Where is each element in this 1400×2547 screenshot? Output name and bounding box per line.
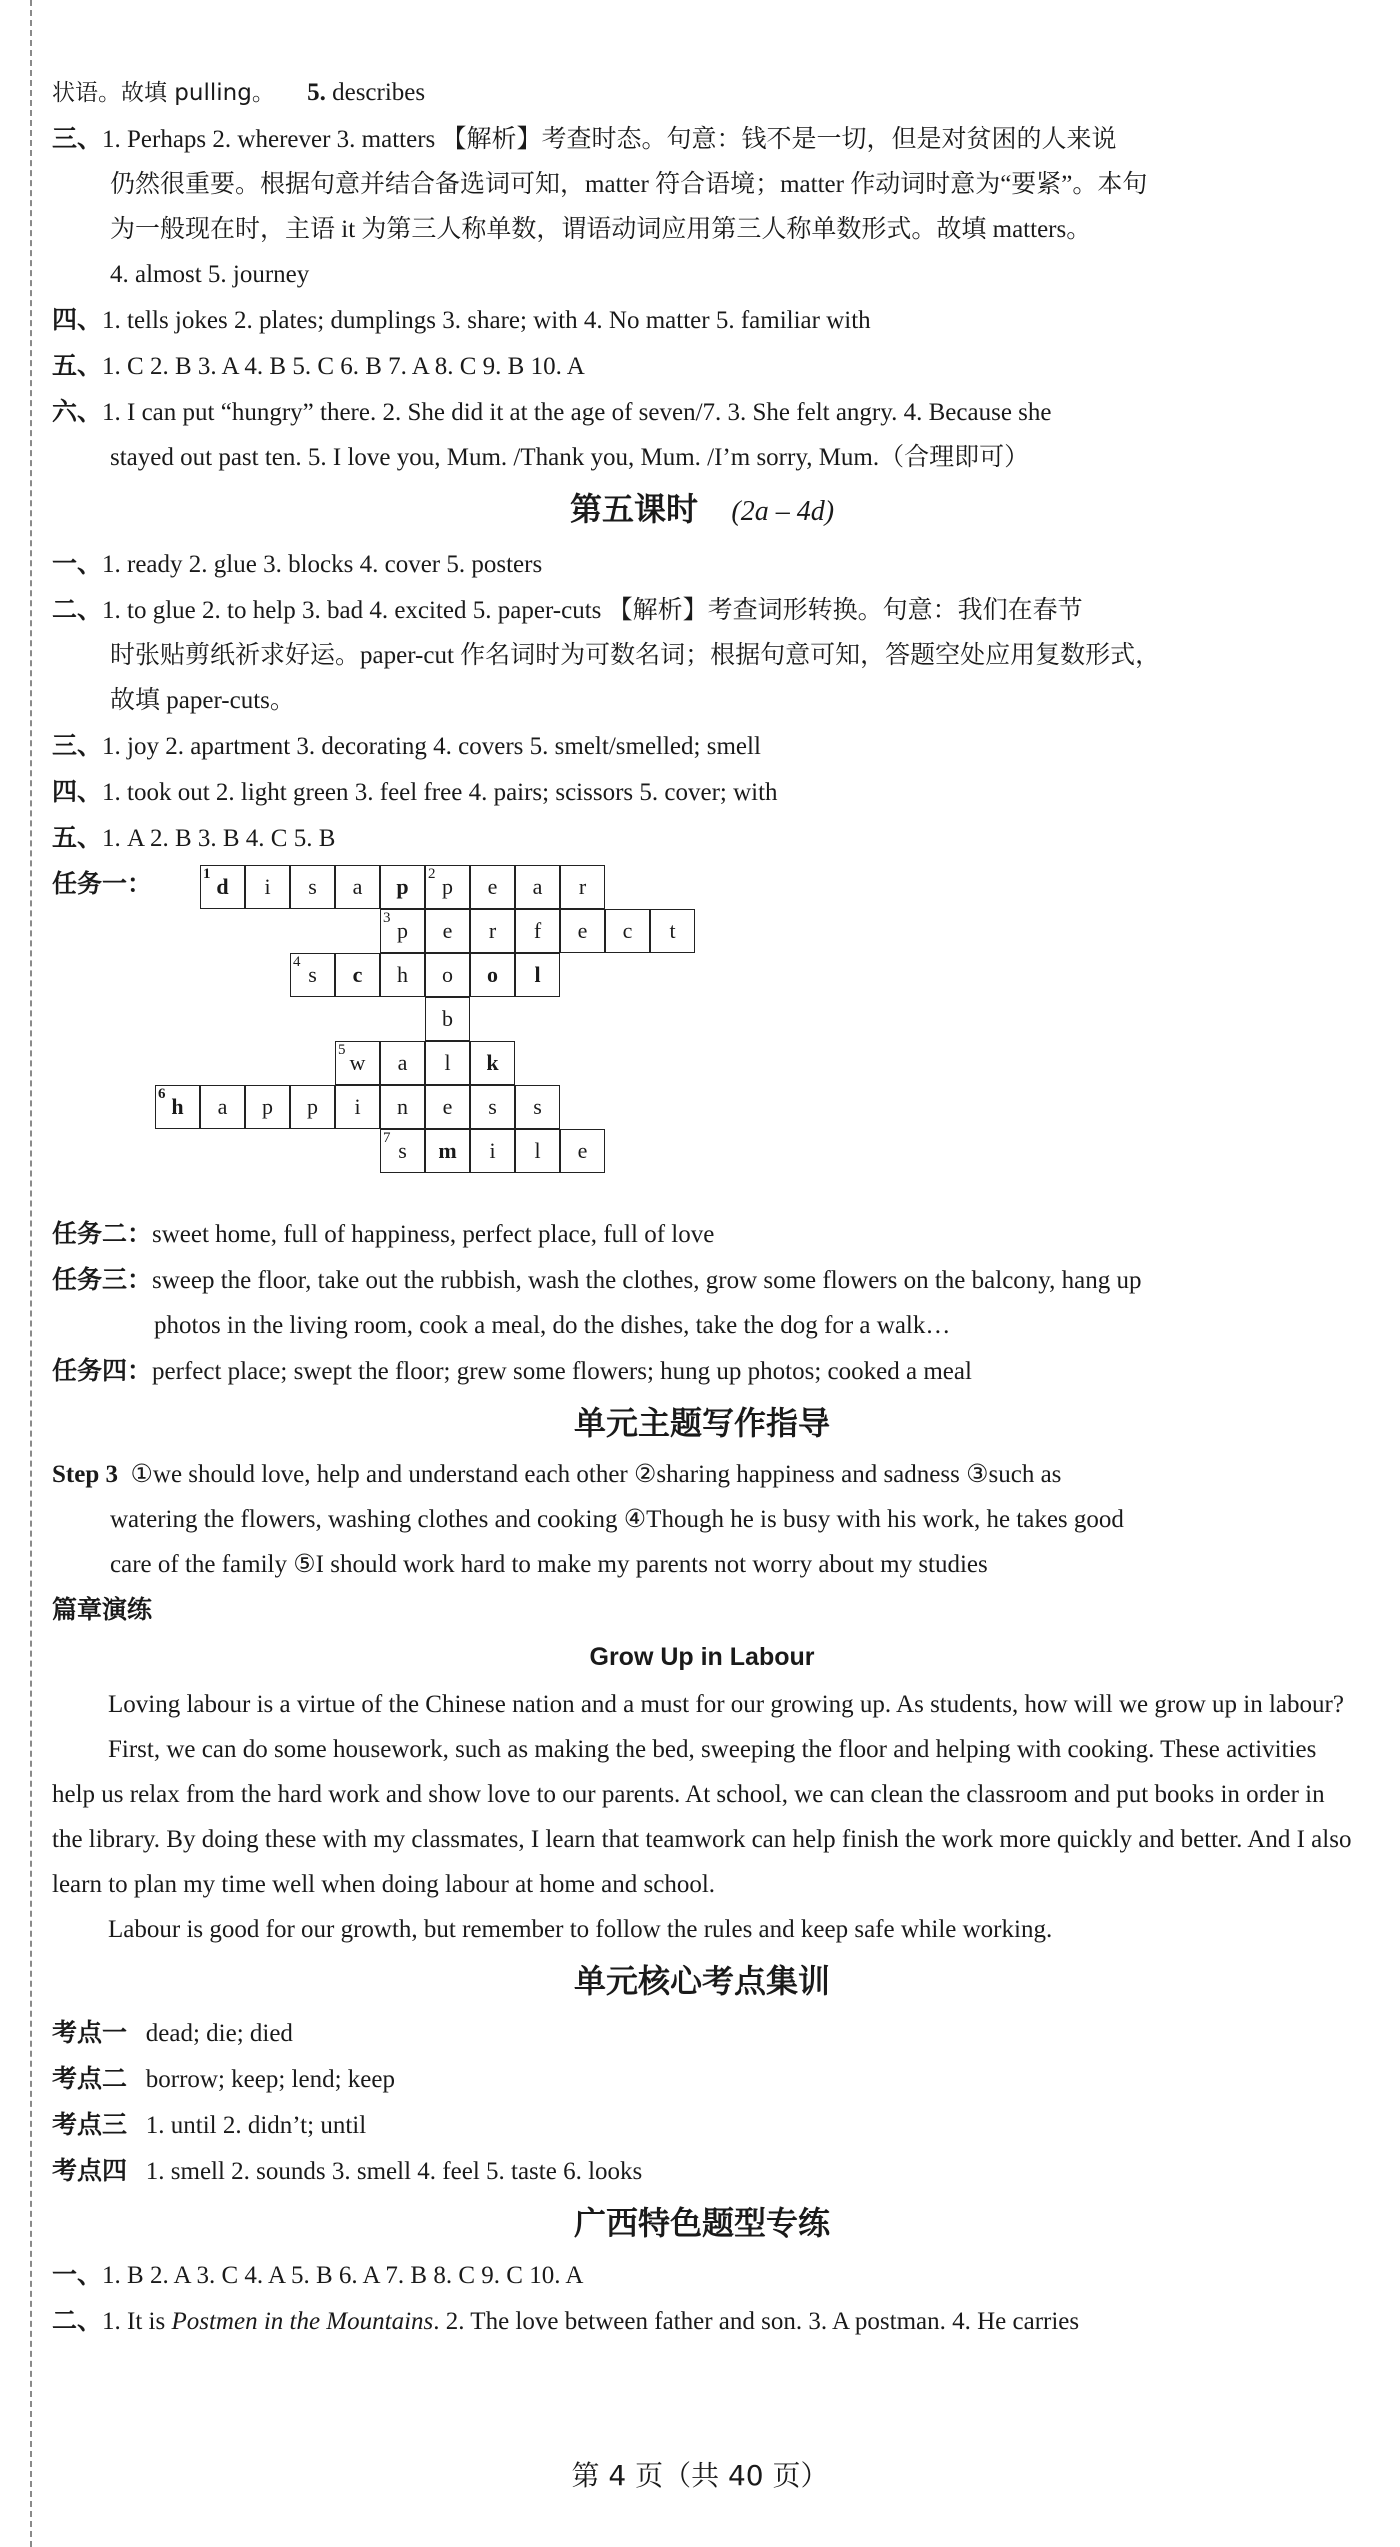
cw-cell: p bbox=[290, 1085, 335, 1129]
essay-paragraph-2: First, we can do some housework, such as making the bed, sweeping the floor and helping with cooking. These activities help us relax from the hard work and show love to our parents. At school, we can clean the classroom and put books in order in the library. By doing these with my classmates, I learn that teamwork can help finish the work more quickly and better. And I also learn to plan my time well when doing labour at home and school. bbox=[52, 1736, 1352, 1898]
core-point-4: 考点四 1. smell 2. sounds 3. smell 4. feel 5. taste 6. looks bbox=[52, 2156, 643, 2185]
section-3-line-1: 1. Perhaps 2. wherever 3. matters 【解析】考查时态。句意：钱不是一切，但是对贫困的人来说 bbox=[102, 126, 1117, 153]
practice-label: 篇章演练 bbox=[52, 1595, 153, 1624]
cw-cell: a bbox=[515, 865, 560, 909]
cw-cell: b bbox=[425, 997, 470, 1041]
cw-cell: i bbox=[335, 1085, 380, 1129]
step-3: Step 3 ①we should love, help and understand each other ②sharing happiness and sadness ③such as watering the flowers, washing clothes and cooking ④Though he is busy with his work, he takes good care of the family ⑤I should work hard to make my parents not worry about my studies bbox=[52, 1461, 1124, 1578]
task-4: 任务四：perfect place; swept the floor; grew some flowers; hung up photos; cooked a meal bbox=[52, 1356, 972, 1385]
section-6: 六、1. I can put “hungry” there. 2. She did it at the age of seven/7. 3. She felt angry. 4. Because she stayed out past ten. 5. I love you, Mum. /Thank you, Mum. /I’m sorry, Mum.（合理即可） bbox=[52, 389, 1352, 480]
cw-cell: i bbox=[470, 1129, 515, 1173]
essay-paragraph-3: Labour is good for our growth, but remember to follow the rules and keep safe while working. bbox=[108, 1916, 1053, 1943]
cw-cell: r bbox=[470, 909, 515, 953]
core-point-3: 考点三 1. until 2. didn’t; until bbox=[52, 2110, 367, 2139]
crossword-grid bbox=[158, 865, 760, 1195]
cw-cell: l bbox=[515, 953, 560, 997]
section-3: 三、1. Perhaps 2. wherever 3. matters 【解析】考查时态。句意：钱不是一切，但是对贫困的人来说 仍然很重要。根据句意并结合备选词可知，matter 符合语境；matter 作动词时意为“要紧”。本句 为一般现在时，主语 it 为第三人称单数，谓语动词应用第三人称单数形式。故填 matters。 4. almost 5. journey bbox=[52, 116, 1352, 297]
cw-cell: 3 p bbox=[380, 909, 425, 953]
section-3-line-2: 仍然很重要。根据句意并结合备选词可知，matter 符合语境；matter 作动词时意为“要紧”。本句 bbox=[110, 171, 1148, 198]
section-6-line-1: 1. I can put “hungry” there. 2. She did it at the age of seven/7. 3. She felt angry. 4. Because she bbox=[102, 399, 1052, 426]
cw-cell: e bbox=[560, 1129, 605, 1173]
cw-cell: o bbox=[470, 953, 515, 997]
core-point-1: 考点一 dead; die; died bbox=[52, 2018, 293, 2047]
answer-content bbox=[52, 70, 1352, 2344]
section-3-line-3: 为一般现在时，主语 it 为第三人称单数，谓语动词应用第三人称单数形式。故填 matters。 bbox=[110, 216, 1092, 243]
cw-cell: 2 p bbox=[425, 865, 470, 909]
lesson5-section-3: 三、1. joy 2. apartment 3. decorating 4. covers 5. smelt/smelled; smell bbox=[52, 731, 761, 760]
cw-cell: a bbox=[200, 1085, 245, 1129]
cw-cell: 7 s bbox=[380, 1129, 425, 1173]
cw-cell: s bbox=[515, 1085, 560, 1129]
cw-cell: f bbox=[515, 909, 560, 953]
page-footer: 第 4 页（共 40 页） bbox=[571, 2459, 829, 2492]
task-2: 任务二：sweet home, full of happiness, perfect place, full of love bbox=[52, 1219, 715, 1248]
lesson5-section-1: 一、1. ready 2. glue 3. blocks 4. cover 5. posters bbox=[52, 549, 543, 578]
task-1: 任务一： 1 d i s a p 2 p e a r 3 p e r f e c t 4 s c h o o l b 5 w a l k 6 h a p p i n e s s 7 s m i l e bbox=[52, 861, 1352, 1211]
cw-cell: e bbox=[470, 865, 515, 909]
cw-cell: h bbox=[380, 953, 425, 997]
section-6-line-2: stayed out past ten. 5. I love you, Mum. /Thank you, Mum. /I’m sorry, Mum.（合理即可） bbox=[110, 444, 1030, 471]
cw-cell: a bbox=[380, 1041, 425, 1085]
cw-cell: o bbox=[425, 953, 470, 997]
cw-cell: s bbox=[470, 1085, 515, 1129]
writing-heading: 单元主题写作指导 bbox=[573, 1404, 830, 1442]
task-3: 任务三：sweep the floor, take out the rubbish, wash the clothes, grow some flowers on the balcony, hang up photos in the living room, cook a meal, do the dishes, take the dog for a walk… bbox=[52, 1265, 1142, 1339]
section-4: 四、1. tells jokes 2. plates; dumplings 3. share; with 4. No matter 5. familiar with bbox=[52, 305, 871, 334]
cw-cell: k bbox=[470, 1041, 515, 1085]
cw-cell: c bbox=[335, 953, 380, 997]
cw-cell: c bbox=[605, 909, 650, 953]
carryover-line: 状语。故填 pulling。 5. describes bbox=[52, 79, 426, 106]
cw-cell: t bbox=[650, 909, 695, 953]
cw-cell: m bbox=[425, 1129, 470, 1173]
cw-cell: l bbox=[425, 1041, 470, 1085]
cw-cell: 4 s bbox=[290, 953, 335, 997]
cw-cell: 1 d bbox=[200, 865, 245, 909]
lesson5-section-5: 五、1. A 2. B 3. B 4. C 5. B bbox=[52, 823, 336, 852]
guangxi-section-1: 一、1. B 2. A 3. C 4. A 5. B 6. A 7. B 8. C 9. C 10. A bbox=[52, 2260, 584, 2289]
core-point-2: 考点二 borrow; keep; lend; keep bbox=[52, 2064, 395, 2093]
lesson5-section-2: 二、1. to glue 2. to help 3. bad 4. excited 5. paper-cuts 【解析】考查词形转换。句意：我们在春节 时张贴剪纸祈求好运。paper-cut 作名词时为可数名词；根据句意可知，答题空处应用复数形式， 故填 paper-cuts。 bbox=[52, 595, 1161, 714]
lesson5-section-4: 四、1. took out 2. light green 3. feel free 4. pairs; scissors 5. cover; with bbox=[52, 777, 778, 806]
cw-cell: s bbox=[290, 865, 335, 909]
cw-cell: a bbox=[335, 865, 380, 909]
cw-cell: e bbox=[560, 909, 605, 953]
cw-cell: p bbox=[380, 865, 425, 909]
cw-cell: i bbox=[245, 865, 290, 909]
cw-cell: e bbox=[425, 909, 470, 953]
cw-cell: 6 h bbox=[155, 1085, 200, 1129]
cw-cell: 5 w bbox=[335, 1041, 380, 1085]
cw-cell: n bbox=[380, 1085, 425, 1129]
core-heading: 单元核心考点集训 bbox=[573, 1962, 830, 2000]
cw-cell: r bbox=[560, 865, 605, 909]
cw-cell: l bbox=[515, 1129, 560, 1173]
cw-cell: e bbox=[425, 1085, 470, 1129]
essay-title: Grow Up in Labour bbox=[589, 1643, 815, 1671]
essay-paragraph-1: Loving labour is a virtue of the Chinese nation and a must for our growing up. As students, how will we grow up in labour? bbox=[108, 1691, 1344, 1718]
section-5: 五、1. C 2. B 3. A 4. B 5. C 6. B 7. A 8. C 9. B 10. A bbox=[52, 351, 585, 380]
guangxi-section-2: 二、1. It is Postmen in the Mountains. 2. The love between father and son. 3. A postman. 4. He carries bbox=[52, 2306, 1080, 2335]
guangxi-heading: 广西特色题型专练 bbox=[573, 2204, 830, 2242]
section-3-line-4: 4. almost 5. journey bbox=[110, 261, 310, 288]
lesson-5-heading: 第五课时 (2a – 4d) bbox=[569, 490, 835, 528]
binding-margin-line bbox=[30, 0, 32, 2547]
cw-cell: p bbox=[245, 1085, 290, 1129]
